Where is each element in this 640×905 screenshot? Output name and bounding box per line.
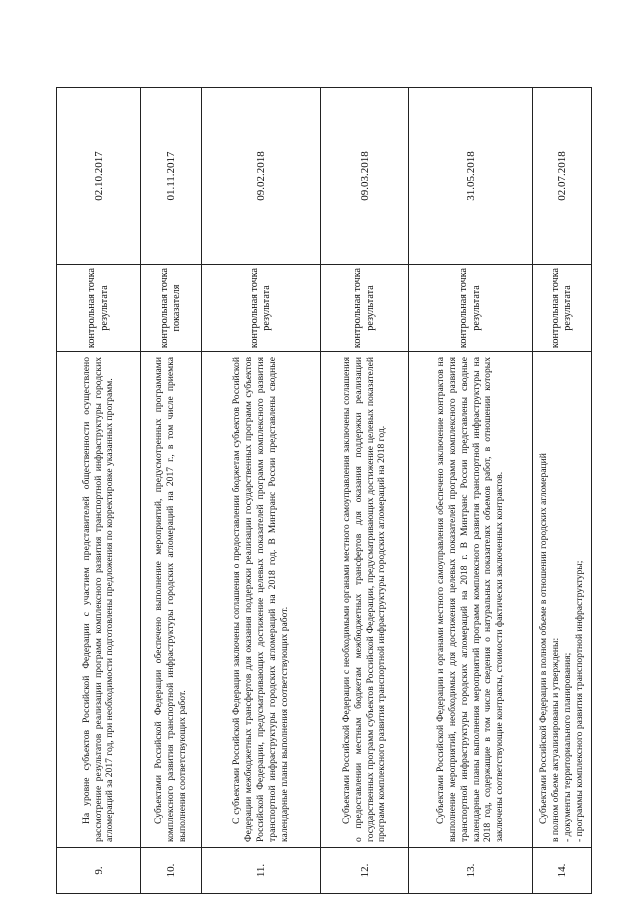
row-date: 31.05.2018 [409,88,533,265]
row-description [533,352,592,848]
row-type: контрольная точка результата [57,265,141,352]
row-number: 14. [533,848,592,894]
row-description: На уровне субъектов Российской Федерации с участием представителей общественности осуществлено рассмотрение результатов реализации программ комплексного развития транспортной инфраструктуры городских агломераций за 2017 год, при необходимости подготовлены предложения по корректировке указанных программ. [57,352,141,848]
table-row [202,88,321,894]
description-line: - программы комплексного развития транспортной инфраструктуры; [573,560,585,842]
row-type: контрольная точка результата [202,265,321,352]
table-row [141,88,202,894]
description-line: Субъектами Российской Федерации в полном объеме в отношении городских агломераций [538,453,550,824]
row-number: 13. [409,848,533,894]
rotated-table-container [56,88,591,894]
table-row [409,88,533,894]
row-date: 09.03.2018 [321,88,409,265]
row-type: контрольная точка результата [533,265,592,352]
description-line: в полном объеме актуализированы и утверждены: [550,637,562,842]
row-description: С субъектами Российской Федерации заключены соглашения о предоставлении бюджетам субъектов Российской Федерации межбюджетных трансфертов для оказания поддержки реализации государственных программ субъектов Российской Федерации, предусматривающих достижение целевых показателей программ комплексного развития транспортной инфраструктуры городских агломераций на 2018 год. В Минтранс России представлены сводные календарные планы выполнения соответствующих работ. [202,352,321,848]
row-description: Субъектами Российской Федерации с необходимыми органами местного самоуправления заключены соглашения о предоставлении местным бюджетам межбюджетных трансфертов для оказания поддержки реализации государственных программ субъектов Российской Федерации, предусматривающих достижение целевых показателей программ комплексного развития транспортной инфраструктуры городских агломераций на 2018 год. [321,352,409,848]
table-row [533,88,592,894]
row-date: 01.11.2017 [141,88,202,265]
row-type: контрольная точка показателя [141,265,202,352]
plan-table [56,87,592,894]
row-number: 9. [57,848,141,894]
row-description: Субъектами Российской Федерации обеспечено выполнение мероприятий, предусмотренных программами комплексного развития транспортной инфраструктуры городских агломераций на 2017 г., в том числе приемка выполнения соответствующих работ. [141,352,202,848]
row-date: 02.10.2017 [57,88,141,265]
row-date: 02.07.2018 [533,88,592,265]
row-number: 10. [141,848,202,894]
table-row [321,88,409,894]
table-row [57,88,141,894]
row-type: контрольная точка результата [409,265,533,352]
row-number: 12. [321,848,409,894]
row-number: 11. [202,848,321,894]
description-line: - документы территориального планирования; [562,652,573,842]
row-description: Субъектами Российской Федерации и органами местного самоуправления обеспечено заключение контрактов на выполнение мероприятий, необходимых для достижения целевых показателей программ комплексного развития транспортной инфраструктуры городских агломераций на 2018 г. В Минтранс России представлены сводные календарные планы выполнения мероприятий программ комплексного развития транспортной инфраструктуры на 2018 год, содержащие в том числе сведения о натуральных показателях объемов работ, в отношении которых заключены соответствующие контракты, стоимости фактически заключенных контрактов. [409,352,533,848]
row-date: 09.02.2018 [202,88,321,265]
row-type: контрольная точка результата [321,265,409,352]
